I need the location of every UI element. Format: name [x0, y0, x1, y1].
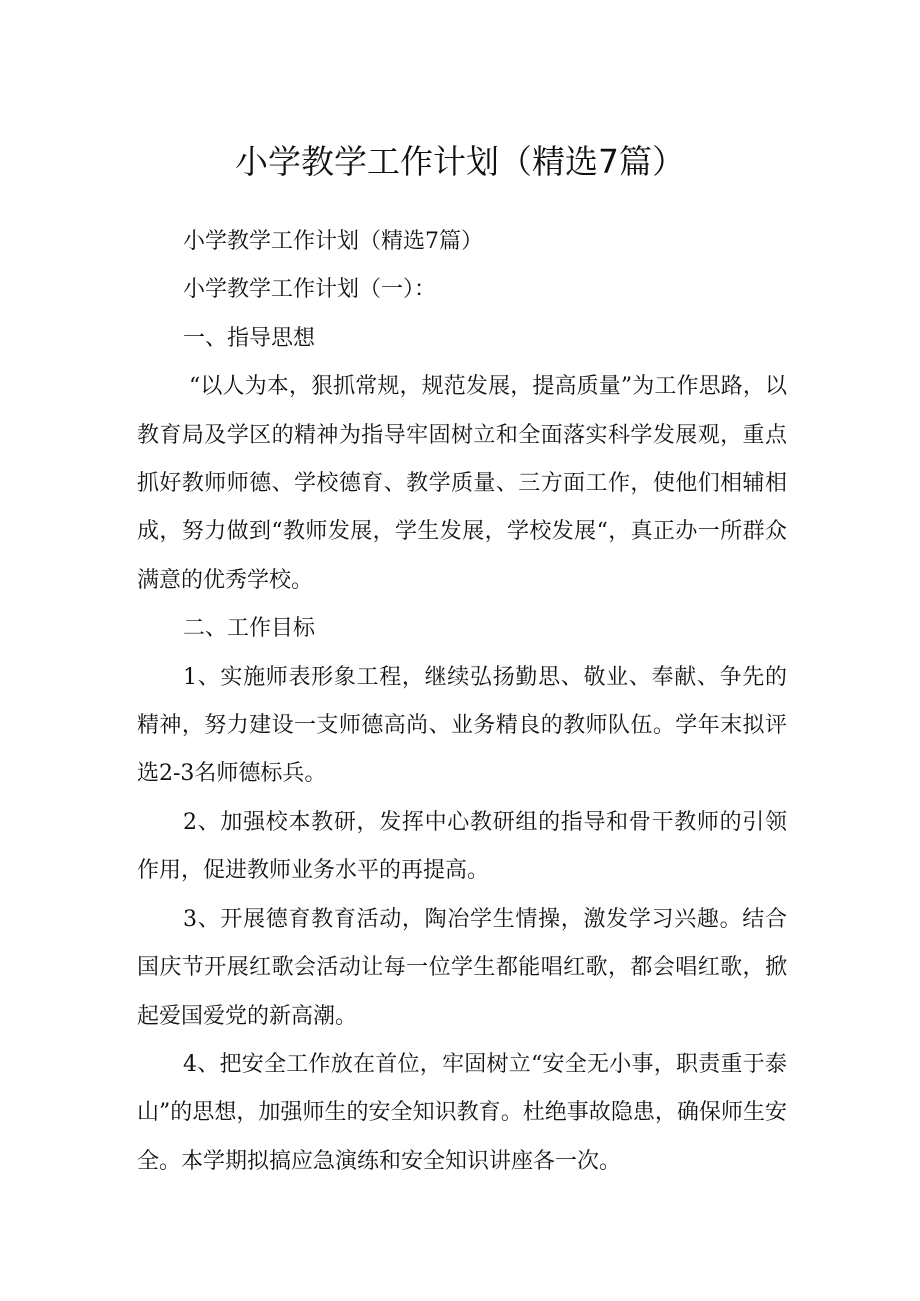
paragraph-subtitle: 小学教学工作计划（精选7篇） — [183, 229, 483, 254]
paragraph-goal-1: 1、实施师表形象工程，继续弘扬勤思、敬业、奉献、争先的精神，努力建设一支师德高尚、业务精良的教师队伍。学年末拟评选2-3名师德标兵。 — [137, 664, 787, 787]
document-title: 小学教学工作计划（精选7篇） — [235, 142, 685, 181]
paragraph-goal-4: 4、把安全工作放在首位，牢固树立“安全无小事，职责重于泰山”的思想，加强师生的安全知识教育。杜绝事故隐患，确保师生安全。本学期拟搞应急演练和安全知识讲座各一次。 — [137, 1051, 787, 1174]
paragraph-heading-guiding-thought: 一、指导思想 — [183, 325, 316, 351]
paragraph-section-heading: 小学教学工作计划（一）： — [183, 277, 437, 303]
paragraph-goal-3: 3、开展德育教育活动，陶冶学生情操，激发学习兴趣。结合国庆节开展红歌会活动让每一位学生都能唱红歌，都会唱红歌，掀起爱国爱党的新高潮。 — [137, 906, 787, 1029]
paragraph-goal-2: 2、加强校本教研，发挥中心教研组的指导和骨干教师的引领作用，促进教师业务水平的再提高。 — [137, 809, 787, 884]
document-body — [137, 218, 787, 1186]
paragraph-guiding-thought-body: “以人为本，狠抓常规，规范发展，提高质量”为工作思路，以教育局及学区的精神为指导牢固树立和全面落实科学发展观，重点抓好教师师德、学校德育、教学质量、三方面工作，使他们相辅相成，努力做到“教师发展，学生发展，学校发展“，真正办一所群众满意的优秀学校。 — [137, 374, 787, 593]
paragraph-heading-work-goals: 二、工作目标 — [183, 616, 316, 642]
